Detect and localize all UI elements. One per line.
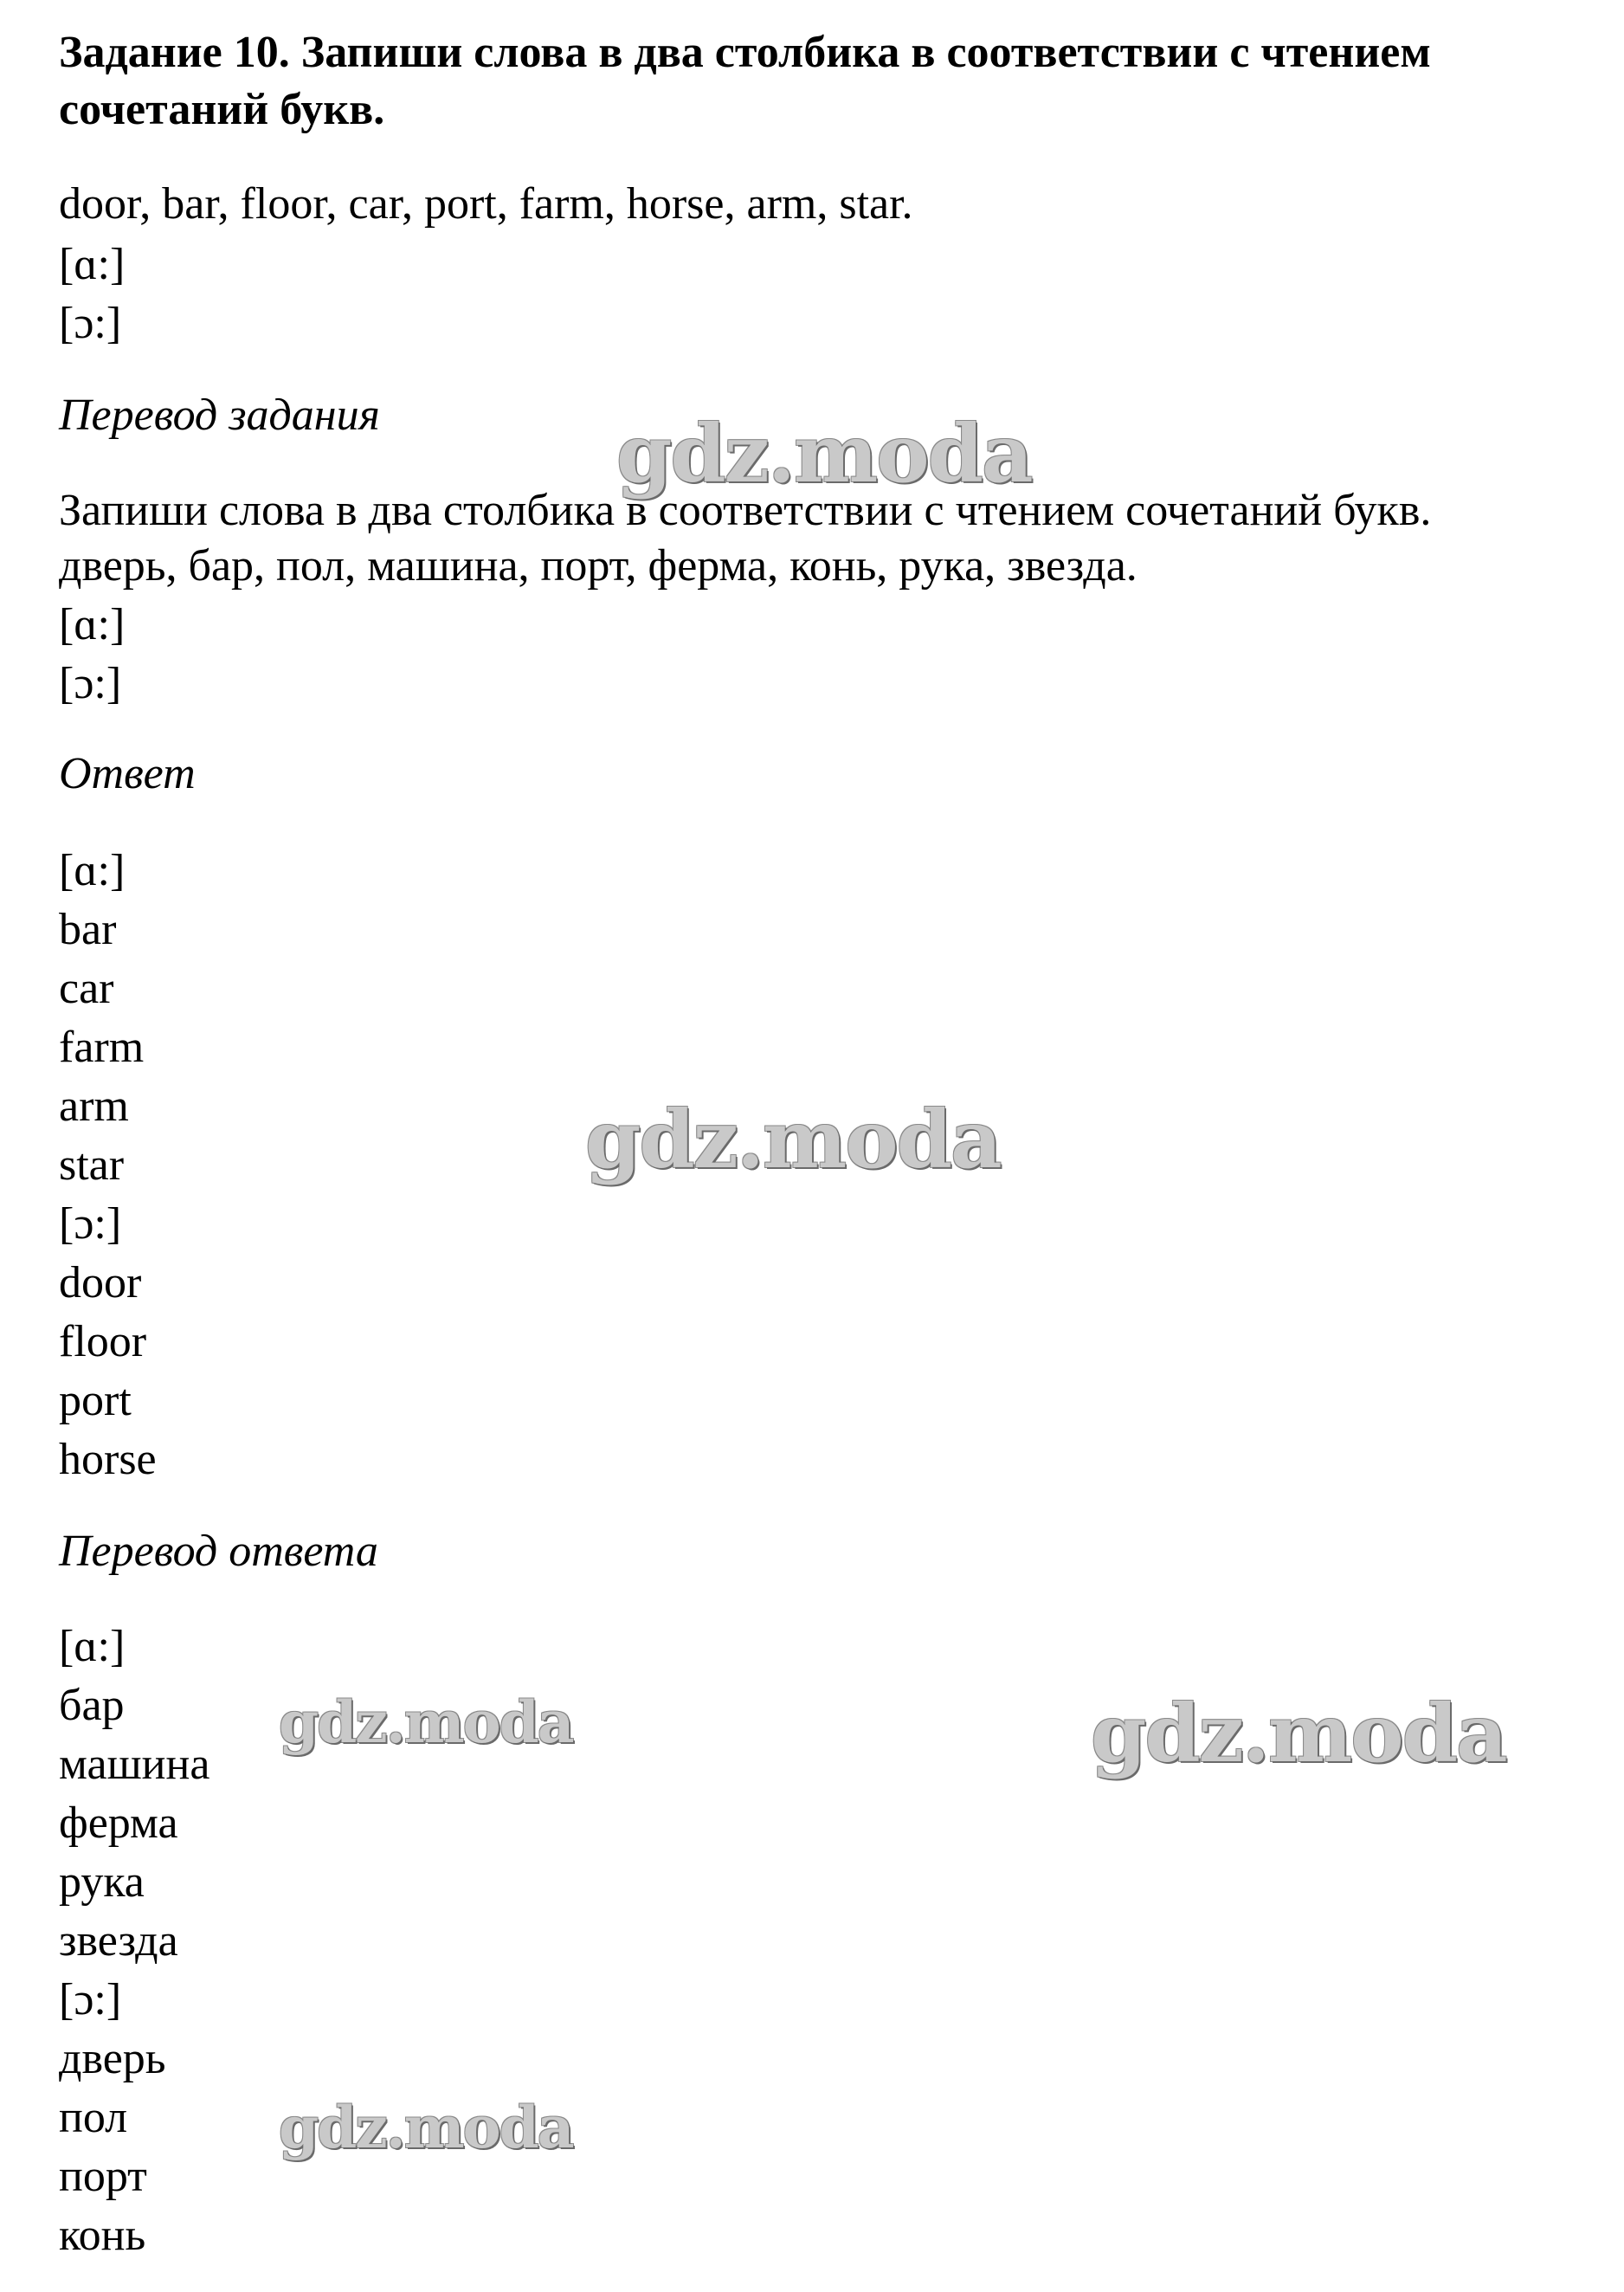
answer-translation-column-a-label: [ɑ:] (59, 1622, 126, 1671)
translation-column-a-label: [ɑ:] (59, 600, 126, 649)
answer-translation-word: машина (59, 1740, 210, 1789)
translation-words: дверь, бар, пол, машина, порт, ферма, конь, рука, звезда. (59, 541, 1137, 591)
watermark-logo: gdz.moda (616, 407, 1032, 500)
translation-instruction: Запиши слова в два столбика в соответствии с чтением сочетаний букв. (59, 486, 1432, 535)
answer-translation-heading: Перевод ответа (59, 1527, 378, 1576)
answer-heading: Ответ (59, 749, 196, 798)
answer-translation-word: звезда (59, 1916, 178, 1966)
answer-translation-word: порт (59, 2152, 147, 2201)
translation-heading: Перевод задания (59, 391, 380, 440)
answer-word: arm (59, 1081, 129, 1131)
answer-word: star (59, 1140, 125, 1190)
answer-column-o-label: [ɔ:] (59, 1199, 122, 1249)
answer-translation-word: пол (59, 2093, 128, 2142)
watermark-logo: gdz.moda (1091, 1687, 1506, 1780)
answer-translation-word: ферма (59, 1798, 178, 1848)
answer-translation-word: дверь (59, 2034, 166, 2083)
task-column-a-label: [ɑ:] (59, 240, 126, 289)
answer-word: floor (59, 1317, 147, 1366)
answer-word: car (59, 964, 114, 1013)
answer-word: farm (59, 1023, 145, 1072)
answer-translation-word: бар (59, 1681, 125, 1730)
answer-translation-word: конь (59, 2211, 146, 2260)
task-title: Задание 10. Запиши слова в два столбика в соответствии с чтением сочетаний букв. (59, 28, 1431, 134)
answer-word: bar (59, 905, 117, 954)
answer-word: port (59, 1376, 132, 1425)
answer-word: horse (59, 1435, 157, 1484)
answer-translation-word: рука (59, 1857, 145, 1907)
watermark-logo: gdz.moda (279, 2094, 573, 2161)
task-column-o-label: [ɔ:] (59, 299, 122, 348)
watermark-logo: gdz.moda (279, 1688, 573, 1756)
task-words: door, bar, floor, car, port, farm, horse, arm, star. (59, 179, 913, 229)
answer-word: door (59, 1258, 142, 1307)
answer-translation-column-o-label: [ɔ:] (59, 1975, 122, 2024)
translation-column-o-label: [ɔ:] (59, 659, 122, 708)
watermark-logo: gdz.moda (585, 1093, 1001, 1186)
answer-column-a-label: [ɑ:] (59, 846, 126, 895)
